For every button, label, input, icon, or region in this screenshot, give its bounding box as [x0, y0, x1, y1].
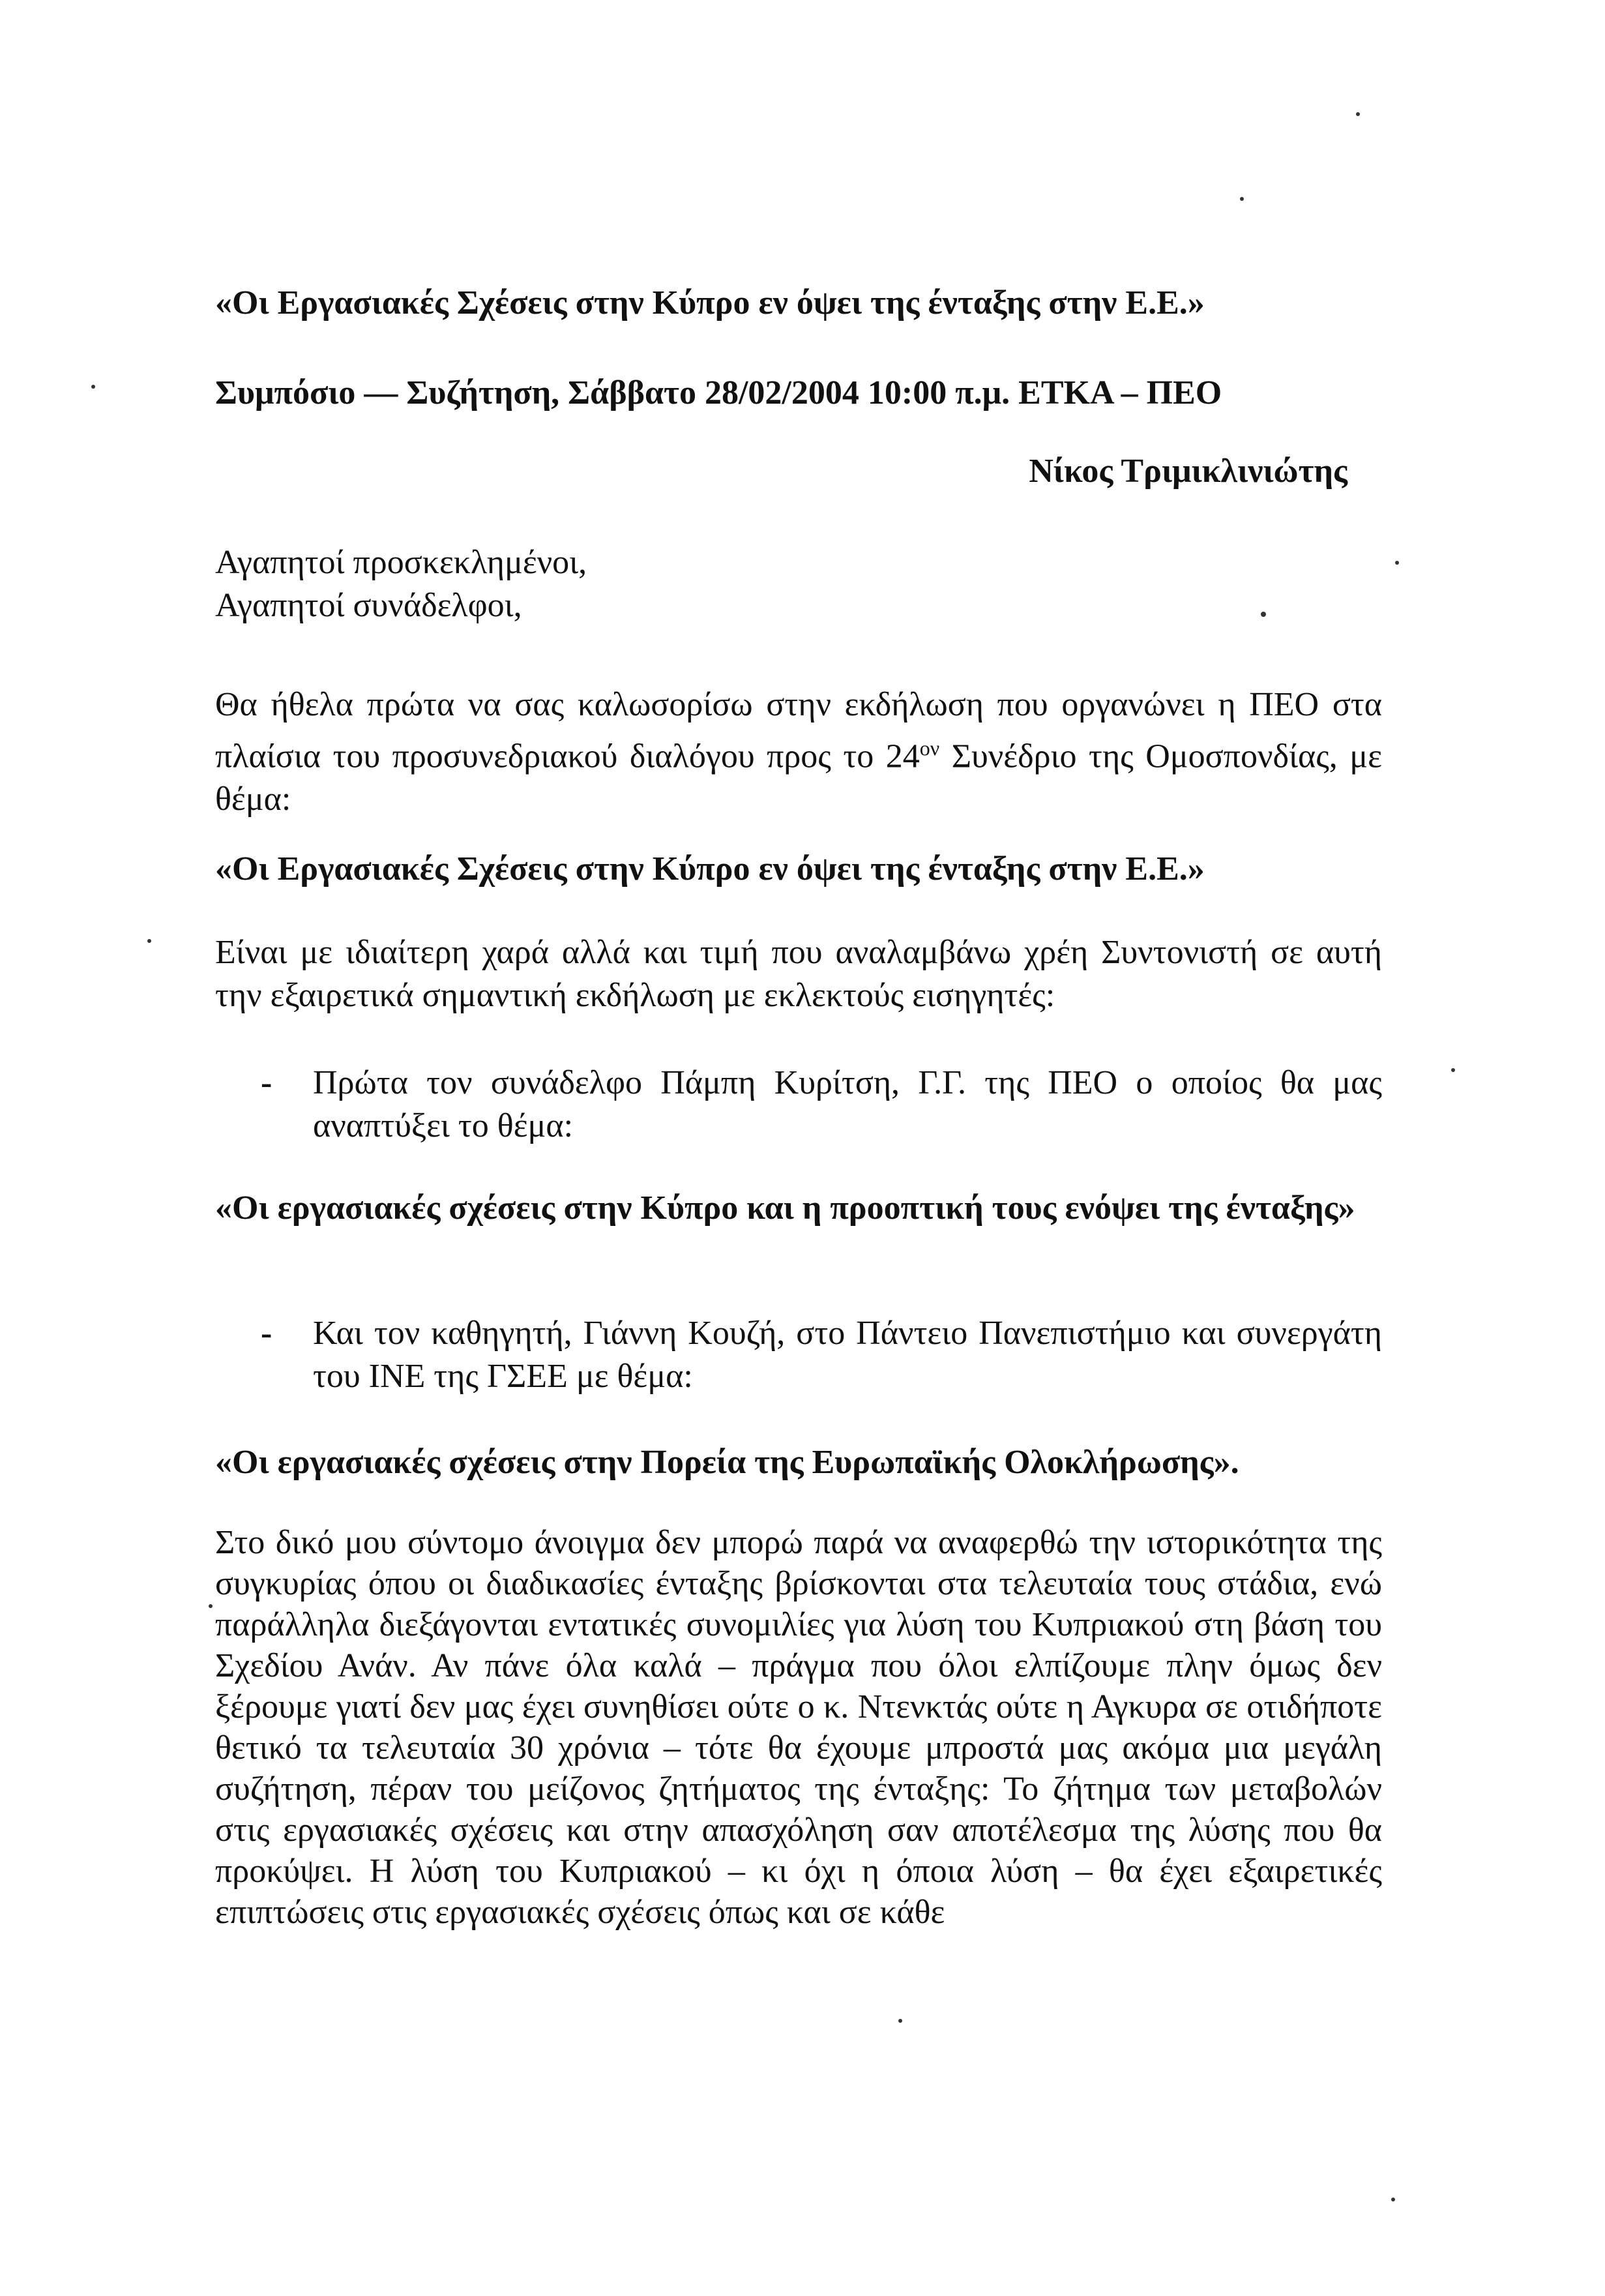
scan-speck [147, 939, 151, 943]
intro-superscript: ον [919, 736, 940, 760]
event-line: Συμπόσιο — Συζήτηση, Σάββατο 28/02/2004 10:00 π.μ. ΕΤΚΑ – ΠΕΟ [215, 374, 1222, 411]
scan-speck [1451, 1068, 1455, 1072]
scan-speck [91, 385, 95, 389]
coordinator-paragraph: Είναι με ιδιαίτερη χαρά αλλά και τιμή που αναλαμβάνω χρέη Συντονιστή σε αυτή την εξαιρετικά σημαντική εκδήλωση με εκλεκτούς εισηγητές: [215, 934, 1382, 1014]
speaker-bullet-1 [261, 1062, 1382, 1148]
greeting-line-2: Αγαπητοί συνάδελφοι, [215, 587, 522, 624]
scan-speck [1395, 561, 1399, 565]
scan-speck [898, 2019, 902, 2023]
speaker-bullet-2-text: Και τον καθηγητή, Γιάννη Κουζή, στο Πάντειο Πανεπιστήμιο και συνεργάτη του ΙΝΕ της ΓΣΕΕ με θέμα: [313, 1315, 1382, 1395]
greeting [215, 541, 1382, 627]
document-title: «Οι Εργασιακές Σχέσεις στην Κύπρο εν όψει της ένταξης στην Ε.Ε.» [215, 284, 1205, 321]
bullet-dash: - [261, 1064, 272, 1101]
theme-title: «Οι Εργασιακές Σχέσεις στην Κύπρο εν όψει της ένταξης στην Ε.Ε.» [215, 850, 1205, 887]
scan-speck [1240, 197, 1244, 201]
intro-text-end: Συνέδριο της Ομοσπονδίας, με θέμα: [215, 738, 1382, 818]
closing-paragraph: Στο δικό μου σύντομο άνοιγμα δεν μπορώ παρά να αναφερθώ την ιστορικότητα της συγκυρίας όπου οι διαδικασίες ένταξης βρίσκονται στα τελευταία τους στάδια, ενώ παράλληλα διεξάγονται εντατικές συνομιλίες για λύση του Κυπριακού στη βάση του Σχεδίου Ανάν. Αν πάνε όλα καλά – πράγμα που όλοι ελπίζουμε πλην όμως δεν ξέρουμε γιατί δεν μας έχει συνηθίσει ούτε ο κ. Ντενκτάς ούτε η Αγκυρα σε οτιδήποτε θετικό τα τελευταία 30 χρόνια – τότε θα έχουμε μπροστά μας ακόμα μια μεγάλη συζήτηση, πέραν του μείζονος ζητήματος της ένταξης: Το ζήτημα των μεταβολών στις εργασιακές σχέσεις και στην απασχόληση σαν αποτέλεσμα της λύσης που θα προκύψει. Η λύση του Κυπριακού – κι όχι η όποια λύση – θα έχει εξαιρετικές επιπτώσεις στις εργασιακές σχέσεις όπως και σε κάθε [215, 1524, 1382, 1931]
intro-text-start: Θα ήθελα πρώτα να σας καλωσορίσω στην εκδήλωση που οργανώνει η ΠΕΟ στα πλαίσια του προσυνεδριακού διαλόγου προς το 24 [215, 686, 1382, 775]
speaker-bullet-1-text: Πρώτα τον συνάδελφο Πάμπη Κυρίτση, Γ.Γ. της ΠΕΟ ο οποίος θα μας αναπτύξει το θέμα: [313, 1064, 1382, 1144]
scan-speck [1356, 112, 1360, 116]
speaker-1-topic: «Οι εργασιακές σχέσεις στην Κύπρο και η προοπτική τους ενόψει της ένταξης» [215, 1189, 1355, 1227]
speaker-2-topic: «Οι εργασιακές σχέσεις στην Πορεία της Ευρωπαϊκής Ολοκλήρωσης». [215, 1444, 1239, 1481]
scan-speck [209, 1604, 213, 1608]
intro-paragraph [215, 683, 1382, 821]
scan-speck [1261, 612, 1266, 617]
greeting-line-1: Αγαπητοί προσκεκλημένοι, [215, 544, 587, 581]
scan-speck [1391, 2198, 1395, 2201]
bullet-dash: - [261, 1315, 272, 1352]
speaker-name: Νίκος Τριμικλινιώτης [1029, 453, 1347, 490]
speaker-bullet-2 [261, 1312, 1382, 1398]
